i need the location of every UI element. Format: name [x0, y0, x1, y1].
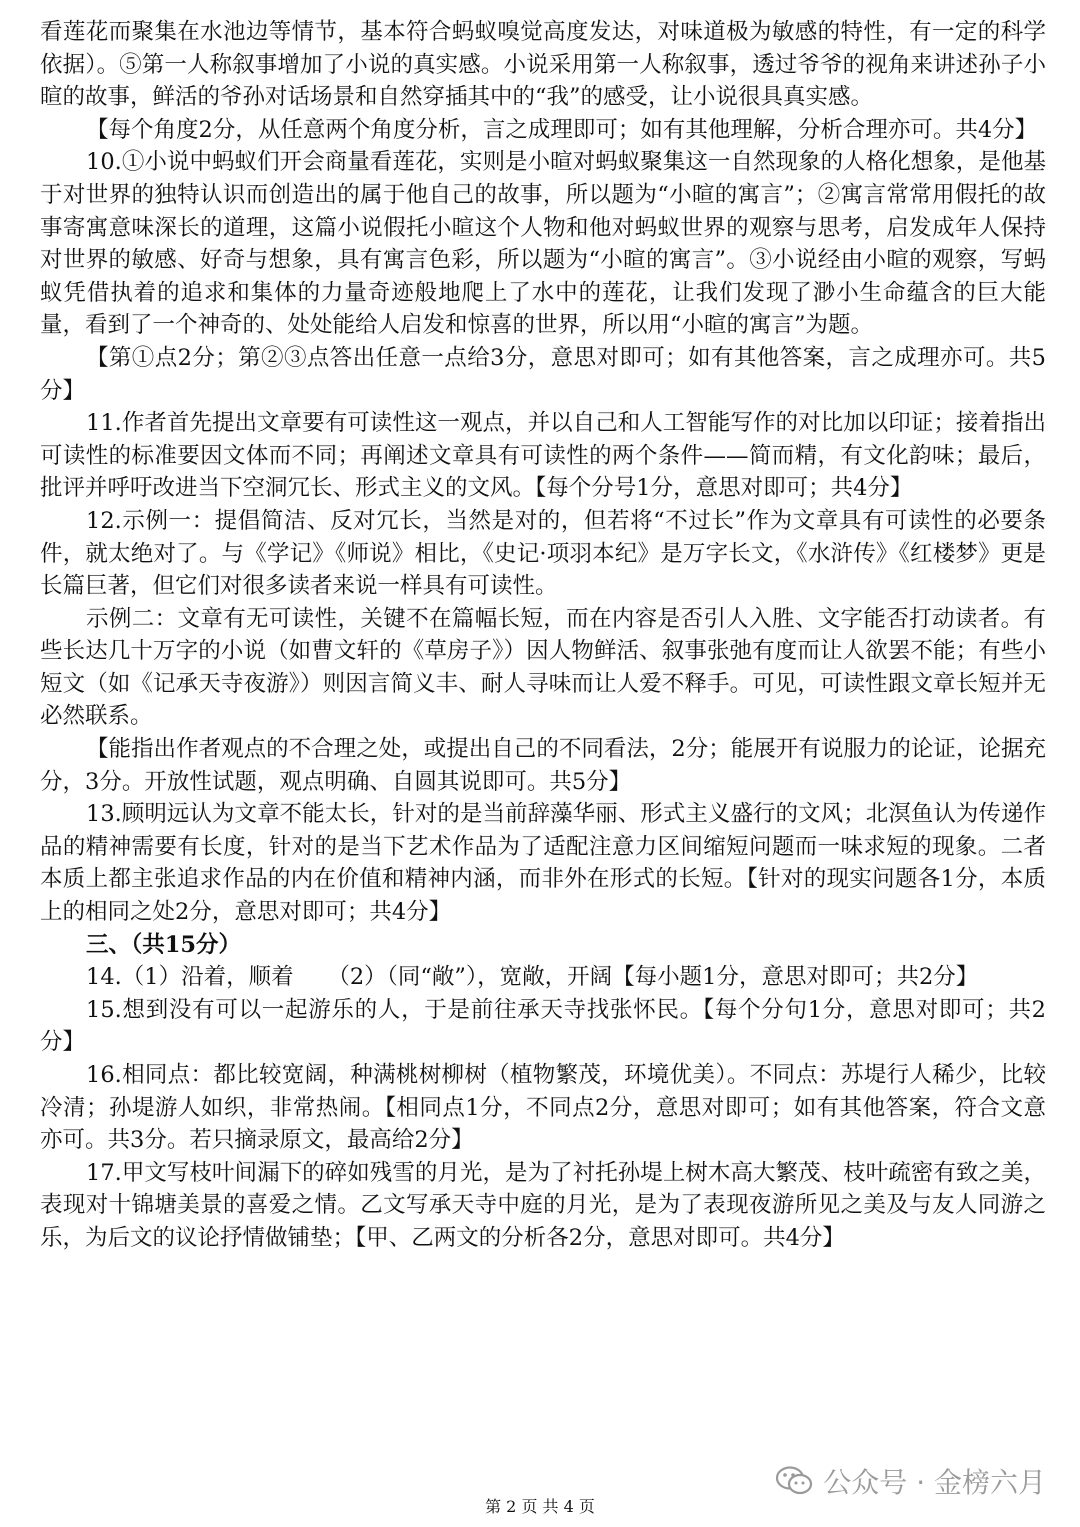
page-number: 第 2 页 共 4 页 [485, 1497, 595, 1516]
answer-q15: 15.想到没有可以一起游乐的人，于是前往承天寺找张怀民。【每个分句1分，意思对即可；共2分】 [40, 996, 1046, 1056]
section-3-heading: 三、（共15分） [86, 931, 242, 958]
scoring-note-q9: 【每个角度2分，从任意两个角度分析，言之成理即可；如有其他理解，分析合理亦可。共4分】 [86, 116, 1038, 143]
wechat-icon [775, 1465, 813, 1497]
answer-q17: 17.甲文写枝叶间漏下的碎如残雪的月光，是为了衬托孙堤上树木高大繁茂、枝叶疏密有致之美，表现对十锦塘美景的喜爱之情。乙文写承天寺中庭的月光，是为了表现夜游所见之美及与友人同游之乐，为后文的议论抒情做铺垫；【甲、乙两文的分析各2分，意思对即可。共4分】 [40, 1159, 1046, 1251]
watermark-text: 公众号 · 金榜六月 [823, 1466, 1046, 1499]
answer-q16: 16.相同点：都比较宽阔，种满桃树柳树（植物繁茂，环境优美）。不同点：苏堤行人稀少，比较冷清；孙堤游人如织，非常热闹。【相同点1分，不同点2分，意思对即可；如有其他答案，符合文意亦可。共3分。若只摘录原文，最高给2分】 [40, 1062, 1046, 1154]
answer-q10: 10.①小说中蚂蚁们开会商量看莲花，实则是小暄对蚂蚁聚集这一自然现象的人格化想象，是他基于对世界的独特认识而创造出的属于他自己的故事，所以题为“小暄的寓言”；②寓言常常用假托的故事寄寓意味深长的道理，这篇小说假托小暄这个人物和他对蚂蚁世界的观察与思考，启发成年人保持对世界的敏感、好奇与想象，具有寓言色彩，所以题为“小暄的寓言”。③小说经由小暄的观察，写蚂蚁凭借执着的追求和集体的力量奇迹般地爬上了水中的莲花，让我们发现了渺小生命蕴含的巨大能量，看到了一个神奇的、处处能给人启发和惊喜的世界，所以用“小暄的寓言”为题。 [40, 149, 1046, 339]
scoring-note-q10: 【第①点2分；第②③点答出任意一点给3分，意思对即可；如有其他答案，言之成理亦可。共5分】 [40, 344, 1046, 404]
paragraph-q9-continued: 看莲花而聚集在水池边等情节，基本符合蚂蚁嗅觉高度发达，对味道极为敏感的特性，有一定的科学依据）。⑤第一人称叙事增加了小说的真实感。小说采用第一人称叙事，透过爷爷的视角来讲述孙子小暄的故事，鲜活的爷孙对话场景和自然穿插其中的“我”的感受，让小说很具真实感。 [40, 19, 1046, 111]
answer-q12-example-2: 示例二：文章有无可读性，关键不在篇幅长短，而在内容是否引人入胜、文字能否打动读者。有些长达几十万字的小说（如曹文轩的《草房子》）因人物鲜活、叙事张弛有度而让人欲罢不能；有些小短文（如《记承天寺夜游》）则因言简义丰、耐人寻味而让人爱不释手。可见，可读性跟文章长短并无必然联系。 [40, 605, 1046, 730]
answer-q13: 13.顾明远认为文章不能太长，针对的是当前辞藻华丽、形式主义盛行的文风；北溟鱼认为传递作品的精神需要有长度，针对的是当下艺术作品为了适配注意力区间缩短问题而一味求短的现象。二者本质上都主张追求作品的内在价值和精神内涵，而非外在形式的长短。【针对的现实问题各1分，本质上的相同之处2分，意思对即可；共4分】 [40, 801, 1046, 926]
answer-q14: 14.（1）沿着，顺着 （2）（同“敞”），宽敞，开阔【每小题1分，意思对即可；共2分】 [86, 964, 979, 991]
scoring-note-q12: 【能指出作者观点的不合理之处，或提出自己的不同看法，2分；能展开有说服力的论证，论据充分，3分。开放性试题，观点明确、自圆其说即可。共5分】 [40, 736, 1046, 795]
answer-q12-example-1: 12.示例一：提倡简洁、反对冗长，当然是对的，但若将“不过长”作为文章具有可读性的必要条件，就太绝对了。与《学记》《师说》相比，《史记·项羽本纪》是万字长文，《水浒传》《红楼梦》更是长篇巨著，但它们对很多读者来说一样具有可读性。 [40, 507, 1046, 600]
answer-q11: 11.作者首先提出文章要有可读性这一观点，并以自己和人工智能写作的对比加以印证；接着指出可读性的标准要因文体而不同；再阐述文章具有可读性的两个条件——简而精，有文化韵味；最后，批评并呼吁改进当下空洞冗长、形式主义的文风。【每个分号1分，意思对即可；共4分】 [40, 410, 1046, 502]
